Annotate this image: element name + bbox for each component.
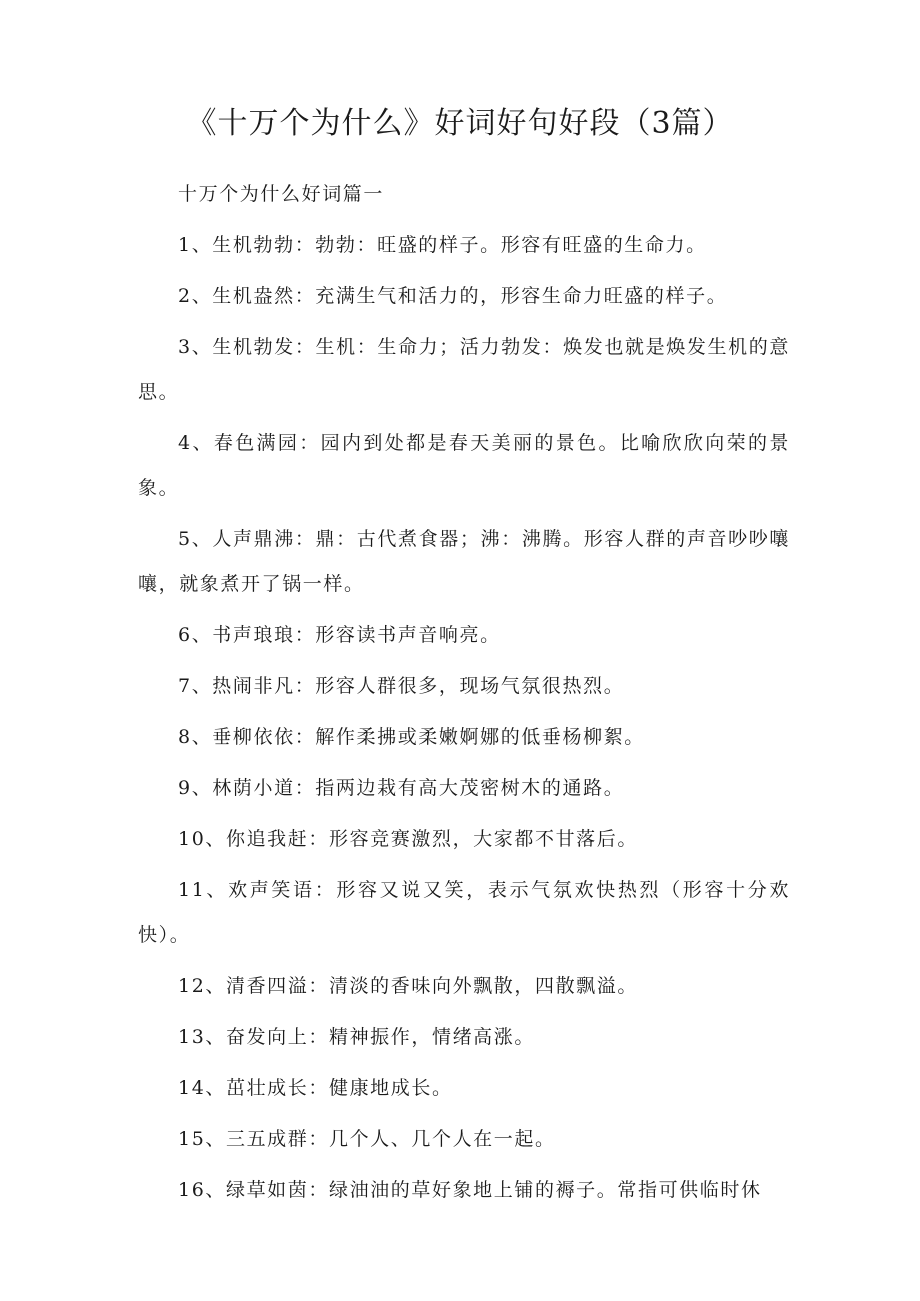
section-heading: 十万个为什么好词篇一	[178, 183, 385, 205]
entry-13: 13、奋发向上：精神振作，情绪高涨。	[178, 1026, 535, 1048]
entry-9: 9、林荫小道：指两边栽有高大茂密树木的通路。	[178, 777, 625, 799]
entry-10: 10、你追我赶：形容竞赛激烈，大家都不甘落后。	[178, 828, 638, 850]
entry-12: 12、清香四溢：清淡的香味向外飘散，四散飘溢。	[178, 975, 638, 997]
entry-14: 14、茁壮成长：健康地成长。	[178, 1077, 453, 1099]
entry-8: 8、垂柳依依：解作柔拂或柔嫩婀娜的低垂杨柳絮。	[178, 726, 645, 748]
entry-3: 3、生机勃发：生机：生命力；活力勃发：焕发也就是焕发生机的意思。	[138, 336, 790, 403]
entry-2: 2、生机盎然：充满生气和活力的，形容生命力旺盛的样子。	[178, 285, 728, 307]
entry-6: 6、书声琅琅：形容读书声音响亮。	[178, 624, 501, 646]
entry-7: 7、热闹非凡：形容人群很多，现场气氛很热烈。	[178, 675, 625, 697]
entry-4: 4、春色满园：园内到处都是春天美丽的景色。比喻欣欣向荣的景象。	[138, 432, 790, 499]
entry-11: 11、欢声笑语：形容又说又笑，表示气氛欢快热烈（形容十分欢快）。	[138, 879, 790, 946]
document-title: 《十万个为什么》好词好句好段（3篇）	[186, 106, 734, 141]
entry-16: 16、绿草如茵：绿油油的草好象地上铺的褥子。常指可供临时休	[178, 1179, 762, 1201]
entry-1: 1、生机勃勃：勃勃：旺盛的样子。形容有旺盛的生命力。	[178, 234, 707, 256]
entry-5: 5、人声鼎沸：鼎：古代煮食器；沸：沸腾。形容人群的声音吵吵嚷嚷，就象煮开了锅一样。	[138, 528, 790, 595]
entry-15: 15、三五成群：几个人、几个人在一起。	[178, 1128, 556, 1150]
document-body	[138, 172, 790, 1219]
